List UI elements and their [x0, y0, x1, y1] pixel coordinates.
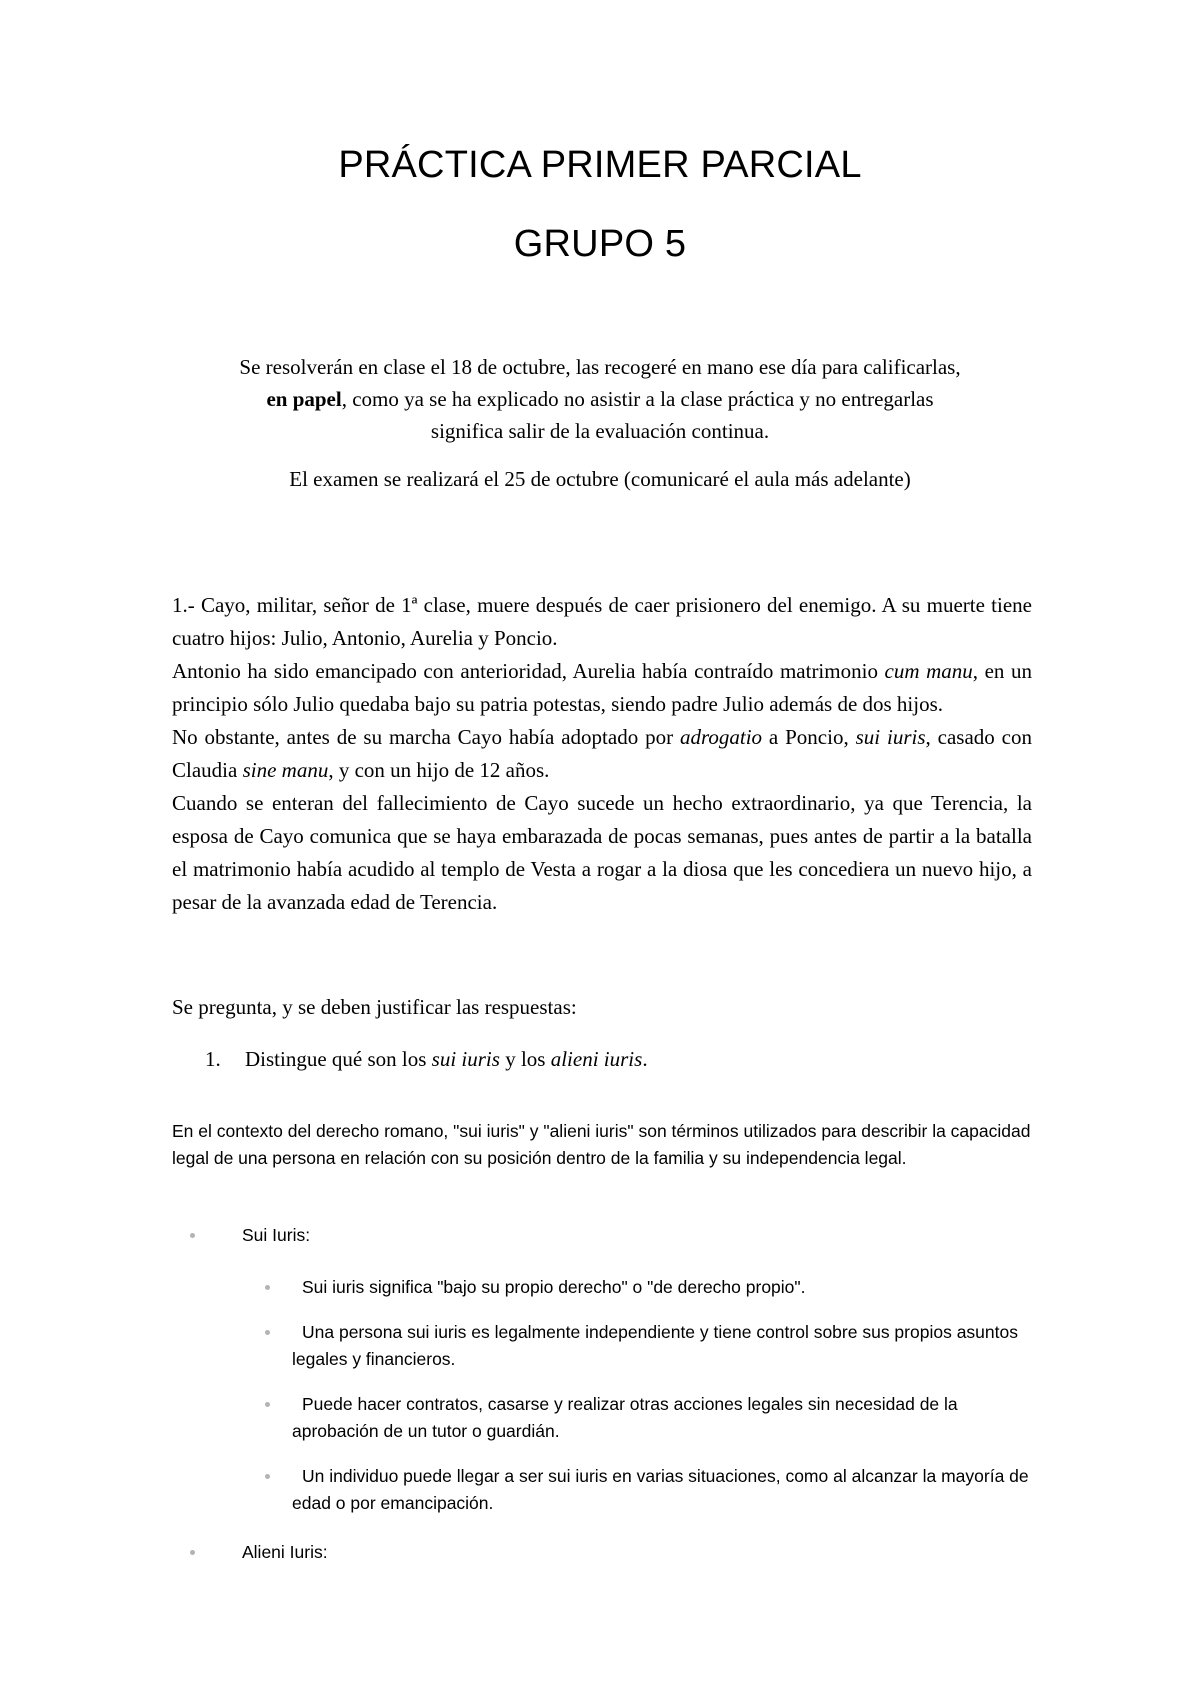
bullet-icon	[265, 1402, 270, 1407]
question-text: Distingue qué son los	[245, 1047, 432, 1071]
list-heading: Sui Iuris:	[242, 1225, 311, 1245]
latin-term: cum manu	[884, 659, 973, 683]
case-text: , y con un hijo de 12 años.	[328, 758, 550, 782]
list-item	[265, 1319, 1035, 1373]
case-text: a Poncio,	[762, 725, 856, 749]
bullet-icon	[265, 1285, 270, 1290]
list-heading: Alieni Iuris:	[242, 1542, 328, 1562]
case-text: No obstante, antes de su marcha Cayo había adoptado por	[172, 725, 680, 749]
latin-term: adrogatio	[679, 725, 763, 749]
list-item-text: Una persona sui iuris es legalmente independiente y tiene control sobre sus propios asuntos legales y financieros.	[292, 1322, 1018, 1369]
group-heading: GRUPO 5	[513, 223, 687, 265]
case-text: , en un principio sólo Julio quedaba bajo su patria potestas, siendo padre Julio además de dos hijos.	[172, 659, 1032, 716]
case-paragraph-1: 1.- Cayo, militar, señor de 1ª clase, muere después de caer prisionero del enemigo. A su muerte tiene cuatro hijos: Julio, Antonio, Aurelia y Poncio.	[172, 593, 1032, 650]
case-paragraph-2	[172, 655, 1032, 721]
question-number: 1.	[205, 1047, 221, 1071]
case-text: , casado con Claudia	[172, 725, 1032, 782]
bullet-icon	[190, 1550, 195, 1555]
latin-term: sui iuris	[855, 725, 926, 749]
latin-term: sui iuris	[431, 1047, 500, 1071]
bullet-icon	[190, 1233, 195, 1238]
exam-date-paragraph: El examen se realizará el 25 de octubre (comunicaré el aula más adelante)	[289, 467, 911, 491]
list-item-text: Sui iuris significa "bajo su propio derecho" o "de derecho propio".	[302, 1277, 806, 1297]
answer-intro: En el contexto del derecho romano, "sui iuris" y "alieni iuris" son términos utilizados para describir la capacidad legal de una persona en relación con su posición dentro de la familia y su independencia legal.	[172, 1121, 1031, 1168]
instructions-line-1: Se resolverán en clase el 18 de octubre, las recogeré en mano ese día para calificarlas,	[239, 355, 961, 379]
question-text: .	[642, 1047, 648, 1071]
question-text: y los	[499, 1047, 551, 1071]
instructions-line-2: , como ya se ha explicado no asistir a la clase práctica y no entregarlas	[341, 387, 934, 411]
list-item	[265, 1274, 1035, 1301]
instructions-emphasis: en papel	[266, 387, 342, 411]
list-item-text: Un individuo puede llegar a ser sui iuris en varias situaciones, como al alcanzar la mayoría de edad o por emancipación.	[292, 1466, 1029, 1513]
questions-lead: Se pregunta, y se deben justificar las respuestas:	[172, 995, 577, 1019]
case-paragraph-4: Cuando se enteran del fallecimiento de Cayo sucede un hecho extraordinario, ya que Terencia, la esposa de Cayo comunica que se haya embarazada de pocas semanas, pues antes de partir a la batalla el matrimonio había acudido al templo de Vesta a rogar a la diosa que les concediera un nuevo hijo, a pesar de la avanzada edad de Terencia.	[172, 791, 1032, 914]
case-paragraph-3	[172, 721, 1032, 787]
document-title: PRÁCTICA PRIMER PARCIAL	[338, 144, 862, 186]
latin-term: alieni iuris	[550, 1047, 643, 1071]
case-statement	[172, 589, 1032, 919]
list-item	[265, 1391, 1035, 1445]
list-item	[265, 1463, 1035, 1517]
list-item-text: Puede hacer contratos, casarse y realizar otras acciones legales sin necesidad de la aprobación de un tutor o guardián.	[292, 1394, 958, 1441]
case-text: Antonio ha sido emancipado con anterioridad, Aurelia había contraído matrimonio	[172, 659, 885, 683]
latin-term: sine manu	[242, 758, 329, 782]
question-1	[205, 1047, 648, 1072]
instructions-paragraph	[150, 351, 1050, 447]
instructions-line-3: significa salir de la evaluación continua.	[430, 419, 770, 443]
bullet-icon	[265, 1474, 270, 1479]
bullet-icon	[265, 1330, 270, 1335]
